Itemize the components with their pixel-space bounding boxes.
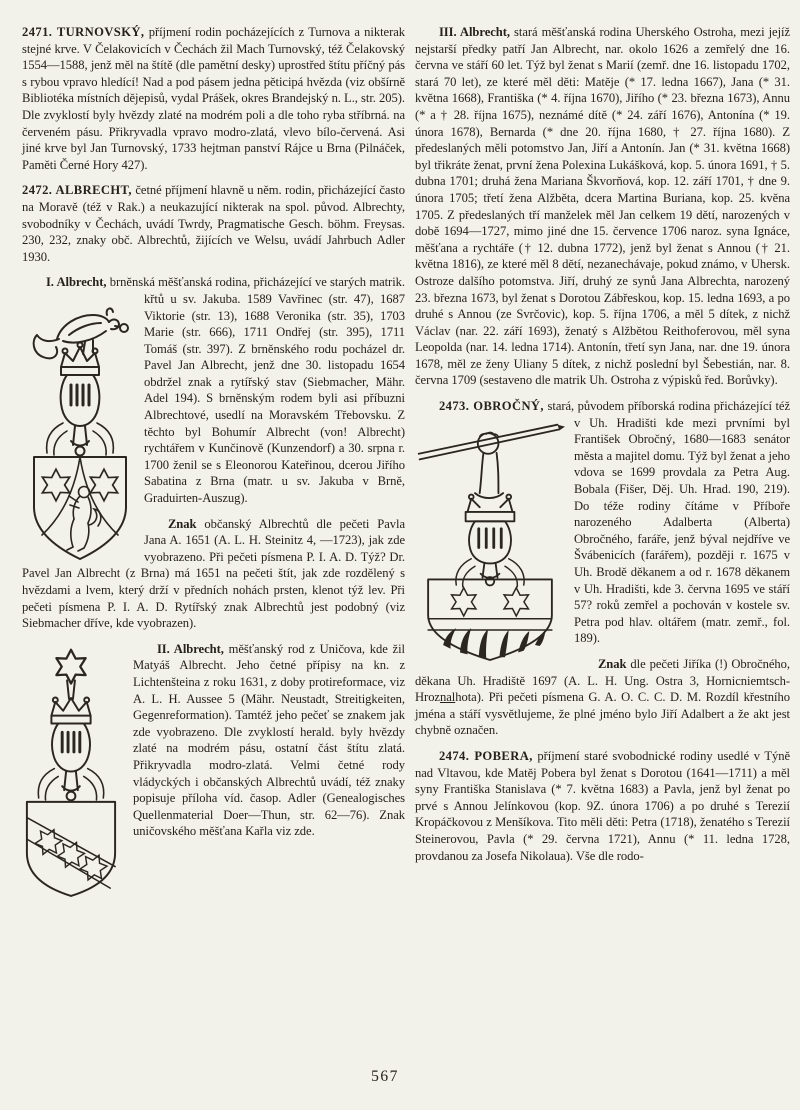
section-heading: III. Albrecht, — [438, 25, 510, 39]
znak-label: Znak — [597, 656, 627, 671]
left-column — [22, 24, 405, 900]
entry-2473-obrocny — [415, 398, 790, 647]
entry-text: přicházející též v Uh. Hradišti kde mezi prvními byl František Obročný, 1680—1683 senátor města a majitel domu. Týž byl ženat a jeho vdova se 1699 provdala za Petra Aug. Bobala (Fišer, Děj. Uh. Hrad. 190, 219). Do téže rodiny čítáme v Příboře narozeného Adalberta (Alberta) Obročného, faráře, jenž býval nejdříve ve Švábenicích (farářem), později r. 1675 v Uh. Brodě děkanem a od r. 1678 děkanem v Uh. Hradišti, kde 3. června 1695 ve stáří 57? roků zemřel a pochován v kostele sv. Petra pod hlav. oltářem (matr. zemř., fol. 189). — [574, 399, 790, 646]
page-number: 567 — [371, 1068, 399, 1085]
section-albrecht-i — [22, 274, 405, 506]
section-heading: I. Albrecht, — [45, 275, 107, 290]
entry-text: hota). Při pečeti písmena G. A. O. C. C. D. M. Rozdíl křestního jména a stáří vysvětlujeme, že plné jméno bylo Jiří Adalbert a že akt jest chybně označen. — [415, 690, 790, 738]
znak-label: Znak — [167, 516, 197, 531]
paragraph-znak-obrocny — [415, 656, 790, 739]
entry-heading: 2473. OBROČNÝ, — [438, 399, 544, 414]
entry-text: Matyáš Albrecht. Jeho četné přípisy na kn. z Lichtenšteina z roku 1631, z doby protireformace, viz A. L. H. Aussee 5 (Mähr. Neustadt, Streitigkeiten, Gegenreformation). Tamtéž jeho pečeť se znakem jak zde vyobrazeno. Dle zvyklostí herald. byly hvězdy zlaté na modrém pásu, ostatní část štítu zlatá. Přikryvadla modro-zlatá. Velmi četné rody vládyckých i občanských Albrechtů uvádí, též znaky popisuje příloha víd. časop. Adler (Genealogisches Quellenmaterial Doer—Thun, str. 62—76). Znak uničovského měšťana Kařla viz zde. — [133, 658, 405, 839]
entry-text: dle pečeti Jiříka (!) Obročného, děkana Uh. Hradiště 1697 (A. L. H. Ung. Ostra 3, Hornicniemtsch-Hroz — [415, 656, 790, 705]
entry-text: občanský Albrechtů dle pečeti Pavla Jana A. 1651 (A. L. H. Steinitz 4, —1723), jak zde vyobrazeno. Při pečeti písmena P. I. A. D. Týž? Dr. Pavel Jan Albrecht (z Brna) má 1651 na pečeti štít, jak zde rozdělený s hvězdami a lvem, který drží v předních nohách prsten, klenot týž lev. Při pečeti písmena P. I. A. D. Rytířský znak Albrechtů jest podobný (viz Siebmacher dříve, kde vyobrazen). — [22, 516, 405, 631]
coat-of-arms-obrocny-illustration — [415, 418, 565, 662]
section-albrecht-ii — [22, 641, 405, 840]
entry-heading: 2472. ALBRECHT, — [22, 183, 132, 198]
entry-text: příjmení rodin pocházejících z Turnova a nikterak stejné krve. V Čelakovicích v Čechách žil Mach Turnovský, též Čelakovský 1554—1588, jenž měl na štítě (dle pamětní desky) uprostřed štítu příčný pás s rybou vpravo hledící! Nad a pod pásem jedna pěticipá hvězda (viz obšírně Bibliotéka místních dějepisů, vydal Prášek, okres Brandejský n. L., str. 205). Dle zvyklostí byly hvězdy zlaté na modrém poli a dle toho ryba stříbrná. na červeném pásu. Přikryvadla vpravo modro-zlatá, vlevo bílo-červená. Asi jiné krve byl Jan Turnovský, 1733 hejtman panství Rájce u Brna (Pilnáček, Paměti Černé Hory 427). — [22, 25, 405, 172]
entry-text: četné příjmení hlavně u něm. rodin, přicházející často na Moravě (též v Rak.) a neukazující nikterak na spol. původ. Albrechty, svobodníky v Čechách, uvádí Twrdy, Pragmatische Gesch. böhm. Freysas. 230, 232, znaky obč. Albrechtů, žijících ve Welsu, uvádí Jahrbuch Adler 1930. — [22, 183, 405, 264]
entry-heading: 2474. POBERA, — [438, 748, 533, 763]
entry-text: měšťanský rod z Uničova, kde žil — [223, 641, 405, 656]
entry-text: ve starých matrik. křtů u sv. Jakuba. 1589 Vavřinec (str. 47), 1687 Viktorie (str. 13), 1688 Veronika (str. 35), 1703 Marie (str. 666), 1711 Ondřej (str. 395), 1711 Tomáš (str. 397). Z brněnského rodu pocházel dr. Pavel Jan Albrecht, jenž dne 30. listopadu 1654 obdržel znak a rytířský stav (Siebmacher, Mähr. Adel 194). S brněnským rodem byli asi příbuzni Albrechtové, usedlí na Moravském Třebovsku. Z těchto byl Bohumír Albrecht (von! Albrecht) rychtářem v Kunčinově (Kunzendorf) a 30. srpna r. 1700 ženil se s Eleonorou Kateřinou, dcerou Jiřího Sabatina z Brna (matr. u sv. Jakuba v Brně, Graduirten-Auszug). — [144, 275, 405, 506]
entry-2471-turnovsky — [22, 24, 405, 173]
entry-text: příjmení staré svobodnické rodiny usedlé v Týně nad Vltavou, kde Matěj Pobera byl ženat s Dorotou (1641—1711) a měl syny Františka Stanislava (* 7. května 1683) a Pavla, jenž byl ženat po prvé s Annou Jelínkovou (kop. 9Z. února 1706) a po druhé s Terezií Kropáčkovou z Menšíkova. Tito měli děti: Petra (1718), ženatého s Terezií Steinerovou, Pavla (* 29. června 1721), Annu (* 11. ledna 1728, provdanou za Josefa Nikolaua). Vše dle rodo- — [415, 748, 790, 863]
coat-of-arms-albrecht-ii-illustration — [22, 645, 120, 898]
section-albrecht-iii — [415, 24, 790, 389]
coat-of-arms-albrecht-i-illustration — [27, 295, 132, 561]
underlined-text: nal — [439, 690, 456, 705]
entry-text: stará, původem příborská rodina — [543, 399, 711, 414]
entry-heading: 2471. TURNOVSKÝ, — [22, 25, 145, 39]
right-column — [415, 24, 790, 900]
section-heading: II. Albrecht, — [156, 641, 224, 656]
entry-2472-albrecht — [22, 182, 405, 265]
entry-2474-pobera — [415, 748, 790, 864]
entry-text: stará měšťanská rodina Uherského Ostroha, mezi jejíž nejstarší předky patří Jan Albrecht, nar. okolo 1626 a zemřelý dne 16. června ve stáří 60 let. Týž byl ženat s Marií (zemř. dne 16. listopadu 1702, stará 70 let), ze které měl děti: Matěje (* 17. ledna 1667), Jana (* 31. května 1668), Františka (* 4. října 1670), Jiřího (* 23. března 1673), Annu (* a † 28. října 1675), neznámé dítě (* 24. září 1676), Antonína (* 19. února 1678), Bernarda (* dne 20. října 1680, † 27. října 1680). Z předeslaných měli potomstvo Jan, Jiří a Antonín. Jan (* 31. května 1668) byl třikráte ženat, první žena Polexina Lukášková, kop. 5. února 1691, † 5. dubna 1701; druhá žena Mariana Škvorňová, kop. 12. září 1701, † dne 9. února 1705; třetí žena Alžběta, dcera Martina Buriana, kop. 25. kvěna 1705. Z předeslaných tří manželek měl Jan celkem 19 dětí, narozených v době 1694—1727, mimo jiné dne 15. července 1706 naroz. syna Ignáce, měšťana a rychtáře († 12. dubna 1772), jenž byl ženat s Annou († 21. května 1816), ze které měl 8 dětí, nezanechávaje, pokud známo, v Uhersk. Ostroze dalšího potomstva. Jiří, druhý ze synů Jana Albrechta, narozený 23. března 1673, byl ženat s Dorotou Zábřeskou, kop. 15. ledna 1693, a po druhé s Annou (ze Svrčovic), kop. 5. října 1706, a měl 5 dítek, z nichž Václav (nar. 22. září 1693), ženatý s Alžbětou Reithoferovou, měl syna Leopolda (nar. 14. ledna 1714). Antonín, třetí syn Jana, nar. dne 19. února 1678, měl ze ženy Uliany 5 dítek, z nichž poslední byl Šebestián, nar. 8. června 1709 (sestaveno dle matrik Uh. Ostroha z výpisků řed. Borůvky). — [415, 25, 791, 388]
entry-text: brněnská měšťanská rodina, přicházející — [106, 275, 312, 290]
